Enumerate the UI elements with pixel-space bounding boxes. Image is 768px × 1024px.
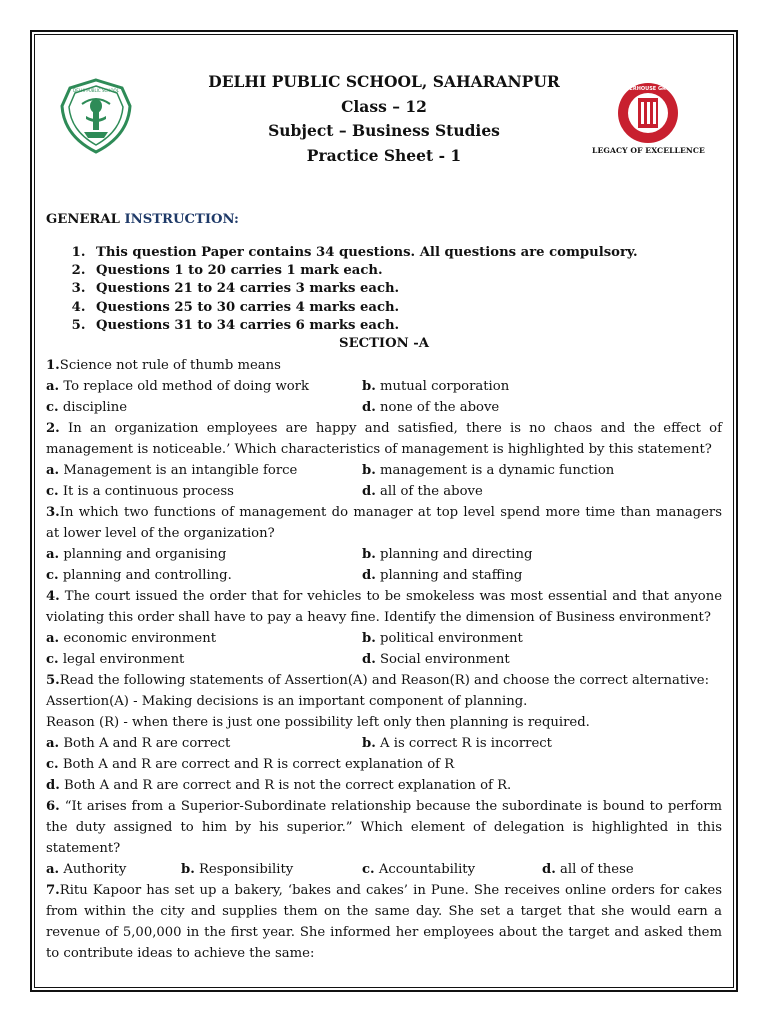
option-key: a.: [46, 463, 60, 479]
options-row: [46, 481, 722, 502]
instruction-item: 5. Questions 31 to 34 carries 6 marks each.: [90, 317, 722, 335]
option-text: economic environment: [59, 631, 216, 647]
option-a: [46, 544, 362, 565]
options-row: [46, 859, 722, 880]
option-key: c.: [46, 652, 59, 668]
option-text: Both A and R are correct and R is not the correct explanation of R.: [59, 778, 512, 794]
option-text: Authority: [59, 862, 127, 878]
option-a: [46, 628, 362, 649]
option-c: [46, 397, 362, 418]
option-b: [362, 544, 722, 565]
option-key: a.: [46, 379, 60, 395]
sheet-line: Practice Sheet - 1: [306, 145, 462, 165]
reason-line: Reason (R) - when there is just one possibility left only then planning is required.: [46, 715, 590, 731]
instruction-word: INSTRUCTION:: [124, 212, 239, 227]
options-row: [46, 649, 722, 670]
dps-logo-text: DELHI PUBLIC SCHOOL: [73, 88, 119, 93]
question-text: The court issued the order that for vehicles to be smokeless was most essential and that anyone violating this order shall have to pay a heavy fine. Identify the dimension of Business environment?: [46, 589, 722, 626]
options-row: [46, 628, 722, 649]
option-key: b.: [362, 379, 376, 395]
option-text: management is a dynamic function: [375, 463, 615, 479]
options-row: [46, 733, 722, 754]
option-key: b.: [362, 547, 376, 563]
option-key: b.: [362, 631, 376, 647]
option-d: [362, 649, 722, 670]
school-name: DELHI PUBLIC SCHOOL, SAHARANPUR: [208, 72, 560, 91]
option-key: d.: [362, 652, 376, 668]
option-d: [46, 775, 722, 796]
option-key: b.: [362, 463, 376, 479]
option-text: A is correct R is incorrect: [375, 736, 552, 752]
option-text: To replace old method of doing work: [59, 379, 309, 395]
option-text: mutual corporation: [375, 379, 510, 395]
option-key: c.: [362, 862, 375, 878]
options-row: [46, 460, 722, 481]
option-text: Both A and R are correct: [59, 736, 231, 752]
options-row: [46, 397, 722, 418]
option-key: d.: [46, 778, 60, 794]
option-d: [542, 859, 722, 880]
option-key: d.: [362, 400, 376, 416]
option-a: [46, 460, 362, 481]
option-text: planning and organising: [59, 547, 227, 563]
question-number: 1.: [46, 358, 60, 374]
option-key: d.: [362, 568, 376, 584]
question-text: Science not rule of thumb means: [59, 358, 281, 374]
section-title: SECTION -A: [339, 336, 429, 352]
option-b: [362, 376, 722, 397]
question-2: [46, 418, 722, 460]
option-text: none of the above: [375, 400, 500, 416]
superhouse-logo: [591, 80, 706, 172]
option-c: [46, 754, 722, 775]
option-text: planning and staffing: [375, 568, 523, 584]
option-d: [362, 397, 722, 418]
option-text: all of these: [555, 862, 634, 878]
option-b: [362, 733, 722, 754]
question-number: 7.: [46, 883, 60, 899]
option-text: Management is an intangible force: [59, 463, 298, 479]
question-text: In an organization employees are happy and satisfied, there is no chaos and the effect of management is noticeable.’ Which characteristics of management is highlighted by this statement?: [46, 421, 722, 458]
general-instruction-heading: [46, 210, 722, 230]
instruction-item: 4. Questions 25 to 30 carries 4 marks each.: [90, 299, 722, 317]
option-text: political environment: [375, 631, 523, 647]
option-key: a.: [46, 547, 60, 563]
option-key: b.: [181, 862, 195, 878]
option-text: Both A and R are correct and R is correct explanation of R: [58, 757, 455, 773]
option-key: c.: [46, 484, 59, 500]
option-b: [181, 859, 362, 880]
option-b: [362, 628, 722, 649]
question-7: [46, 880, 722, 964]
question-number: 4.: [46, 589, 60, 605]
option-key: d.: [362, 484, 376, 500]
option-text: legal environment: [58, 652, 185, 668]
option-d: [362, 565, 722, 586]
option-b: [362, 460, 722, 481]
option-key: a.: [46, 736, 60, 752]
option-text: planning and controlling.: [58, 568, 232, 584]
question-3: [46, 502, 722, 544]
question-number: 5.: [46, 673, 60, 689]
option-text: It is a continuous process: [58, 484, 234, 500]
options-row: [46, 376, 722, 397]
option-c: [46, 481, 362, 502]
question-number: 3.: [46, 505, 60, 521]
question-5: [46, 670, 722, 691]
option-key: c.: [46, 568, 59, 584]
subject-line: Subject – Business Studies: [268, 121, 500, 140]
option-a: [46, 859, 181, 880]
instructions-list: [46, 244, 722, 335]
general-word: GENERAL: [46, 212, 125, 227]
instruction-item: 3. Questions 21 to 24 carries 3 marks each.: [90, 280, 722, 298]
option-key: a.: [46, 631, 60, 647]
option-text: Responsibility: [194, 862, 294, 878]
option-text: all of the above: [375, 484, 483, 500]
option-key: c.: [46, 757, 59, 773]
document-page: [46, 68, 722, 964]
question-6: [46, 796, 722, 859]
option-text: planning and directing: [375, 547, 533, 563]
option-c: [46, 565, 362, 586]
question-number: 2.: [46, 421, 60, 437]
option-text: Accountability: [374, 862, 476, 878]
header: [46, 68, 722, 178]
question-text: Read the following statements of Assertion(A) and Reason(R) and choose the correct alternative:: [59, 673, 710, 689]
instruction-item: 2. Questions 1 to 20 carries 1 mark each.: [90, 262, 722, 280]
options-row: [46, 565, 722, 586]
options-row: [46, 544, 722, 565]
option-d: [362, 481, 722, 502]
option-key: d.: [542, 862, 556, 878]
question-text: Ritu Kapoor has set up a bakery, ‘bakes and cakes’ in Pune. She receives online orders for cakes from within the city and supplies them on the same day. She set a target that she would earn a revenue of 5,00,000 in the first year. She informed her employees about the target and asked them to contribute ideas to achieve the same:: [46, 883, 722, 962]
question-4: [46, 586, 722, 628]
option-text: Social environment: [375, 652, 510, 668]
option-c: [46, 649, 362, 670]
option-a: [46, 376, 362, 397]
assertion-line: Assertion(A) - Making decisions is an important component of planning.: [46, 694, 528, 710]
superhouse-logo-text: SUPERHOUSE GROUP: [618, 86, 678, 92]
option-key: b.: [362, 736, 376, 752]
question-number: 6.: [46, 799, 60, 815]
class-line: Class – 12: [341, 96, 427, 116]
option-a: [46, 733, 362, 754]
option-c: [362, 859, 542, 880]
question-1: [46, 355, 722, 376]
instruction-item: 1. This question Paper contains 34 questions. All questions are compulsory.: [90, 244, 722, 262]
question-text: “It arises from a Superior-Subordinate relationship because the subordinate is bound to perform the duty assigned to him by his superior.” Which element of delegation is highlighted in this statement?: [46, 799, 722, 857]
logo-slogan: LEGACY OF EXCELLENCE: [592, 146, 705, 155]
question-text: In which two functions of management do manager at top level spend more time than managers at lower level of the organization?: [46, 505, 722, 542]
option-key: c.: [46, 400, 59, 416]
option-text: discipline: [58, 400, 128, 416]
option-key: a.: [46, 862, 60, 878]
